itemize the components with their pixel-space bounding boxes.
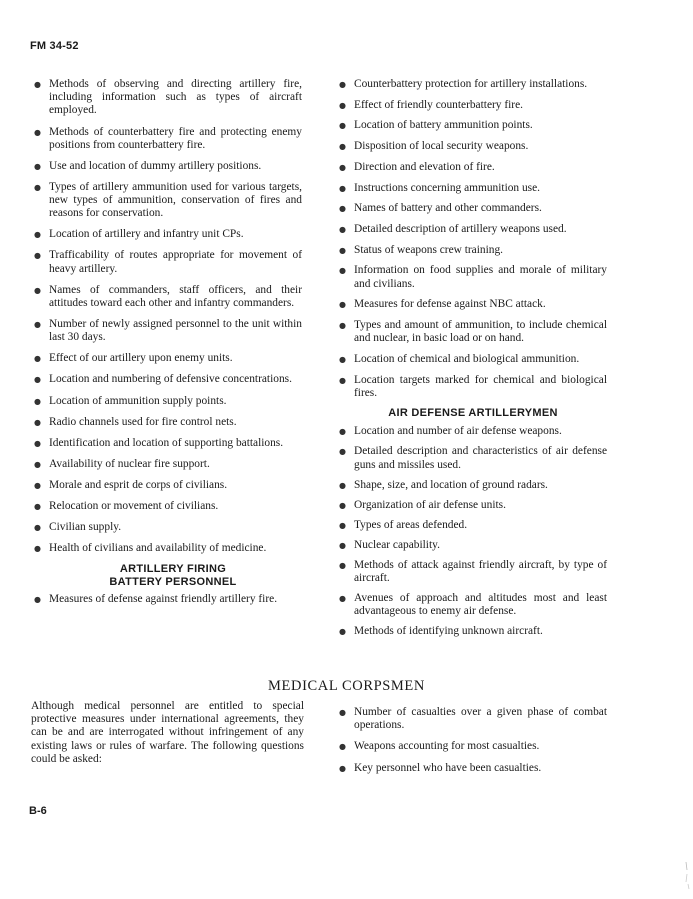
list-item: ● Civilian supply. bbox=[34, 521, 302, 534]
list-item: ● Location and numbering of defensive concentrations. bbox=[34, 373, 302, 386]
scan-artifact-mark bbox=[683, 860, 691, 890]
list-item: ● Location of artillery and infantry unit CPs. bbox=[34, 228, 302, 241]
list-item: ● Location of chemical and biological ammunition. bbox=[339, 353, 607, 366]
battery-questions-list bbox=[34, 593, 302, 606]
artillery-questions-list-left bbox=[34, 78, 302, 555]
list-item: ● Detailed description of artillery weapons used. bbox=[339, 223, 607, 236]
list-item: ● Shape, size, and location of ground radars. bbox=[339, 479, 607, 492]
list-item: ● Methods of observing and directing artillery fire, including information such as types of aircraft employed. bbox=[34, 78, 302, 118]
battery-personnel-heading bbox=[34, 563, 302, 589]
list-item: ● Identification and location of supporting battalions. bbox=[34, 437, 302, 450]
list-item: ● Avenues of approach and altitudes most and least advantageous to enemy air defense. bbox=[339, 592, 607, 618]
battery-heading-line2: BATTERY PERSONNEL bbox=[109, 576, 237, 589]
list-item: ● Effect of our artillery upon enemy units. bbox=[34, 352, 302, 365]
medical-intro-paragraph: Although medical personnel are entitled to special protective measures under international agreements, they can be and are interrogated without infringement of any existing laws or rules of warfare. The following questions could be asked: bbox=[31, 700, 304, 765]
list-item: ● Methods of attack against friendly aircraft, by type of aircraft. bbox=[339, 559, 607, 585]
list-item: ● Counterbattery protection for artillery installations. bbox=[339, 78, 607, 91]
list-item: ● Names of battery and other commanders. bbox=[339, 202, 607, 215]
list-item: ● Detailed description and characteristics of air defense guns and missiles used. bbox=[339, 445, 607, 471]
page-number: B-6 bbox=[29, 805, 47, 817]
list-item: ● Measures for defense against NBC attack. bbox=[339, 298, 607, 311]
list-item: ● Status of weapons crew training. bbox=[339, 244, 607, 257]
list-item: ● Disposition of local security weapons. bbox=[339, 140, 607, 153]
list-item: ● Types and amount of ammunition, to include chemical and nuclear, in basic load or on hand. bbox=[339, 319, 607, 345]
battery-heading-line1: ARTILLERY FIRING bbox=[119, 563, 227, 576]
left-column bbox=[34, 78, 302, 607]
list-item: ● Trafficability of routes appropriate for movement of heavy artillery. bbox=[34, 249, 302, 275]
medical-section-title: MEDICAL CORPSMEN bbox=[268, 678, 425, 694]
list-item: ● Weapons accounting for most casualties. bbox=[339, 740, 607, 753]
medical-questions-list bbox=[339, 706, 607, 775]
list-item: ● Types of areas defended. bbox=[339, 519, 607, 532]
list-item: ● Use and location of dummy artillery positions. bbox=[34, 160, 302, 173]
artillery-questions-list-right bbox=[339, 78, 607, 400]
list-item: ● Location and number of air defense weapons. bbox=[339, 425, 607, 438]
list-item: ● Organization of air defense units. bbox=[339, 499, 607, 512]
page-header: FM 34-52 bbox=[30, 40, 79, 52]
list-item: ● Effect of friendly counterbattery fire. bbox=[339, 99, 607, 112]
list-item: ● Number of newly assigned personnel to the unit within last 30 days. bbox=[34, 318, 302, 344]
list-item: ● Measures of defense against friendly artillery fire. bbox=[34, 593, 302, 606]
list-item: ● Relocation or movement of civilians. bbox=[34, 500, 302, 513]
list-item: ● Key personnel who have been casualties. bbox=[339, 762, 607, 775]
medical-questions-column bbox=[339, 706, 607, 783]
list-item: ● Number of casualties over a given phase of combat operations. bbox=[339, 706, 607, 732]
list-item: ● Availability of nuclear fire support. bbox=[34, 458, 302, 471]
list-item: ● Location of ammunition supply points. bbox=[34, 395, 302, 408]
air-defense-heading: AIR DEFENSE ARTILLERYMEN bbox=[388, 407, 558, 420]
list-item: ● Radio channels used for fire control nets. bbox=[34, 416, 302, 429]
list-item: ● Names of commanders, staff officers, and their attitudes toward each other and infantry commanders. bbox=[34, 284, 302, 310]
air-defense-questions-list bbox=[339, 425, 607, 638]
list-item: ● Methods of counterbattery fire and protecting enemy positions from counterbattery fire. bbox=[34, 126, 302, 152]
medical-intro-column bbox=[31, 700, 304, 766]
list-item: ● Location targets marked for chemical and biological fires. bbox=[339, 374, 607, 400]
list-item: ● Types of artillery ammunition used for various targets, new types of ammunition, conservation of fires and reasons for conservation. bbox=[34, 181, 302, 221]
list-item: ● Health of civilians and availability of medicine. bbox=[34, 542, 302, 555]
list-item: ● Direction and elevation of fire. bbox=[339, 161, 607, 174]
list-item: ● Instructions concerning ammunition use. bbox=[339, 182, 607, 195]
list-item: ● Methods of identifying unknown aircraft. bbox=[339, 625, 607, 638]
list-item: ● Location of battery ammunition points. bbox=[339, 119, 607, 132]
list-item: ● Morale and esprit de corps of civilians. bbox=[34, 479, 302, 492]
right-column bbox=[339, 78, 607, 645]
list-item: ● Information on food supplies and morale of military and civilians. bbox=[339, 264, 607, 290]
list-item: ● Nuclear capability. bbox=[339, 539, 607, 552]
